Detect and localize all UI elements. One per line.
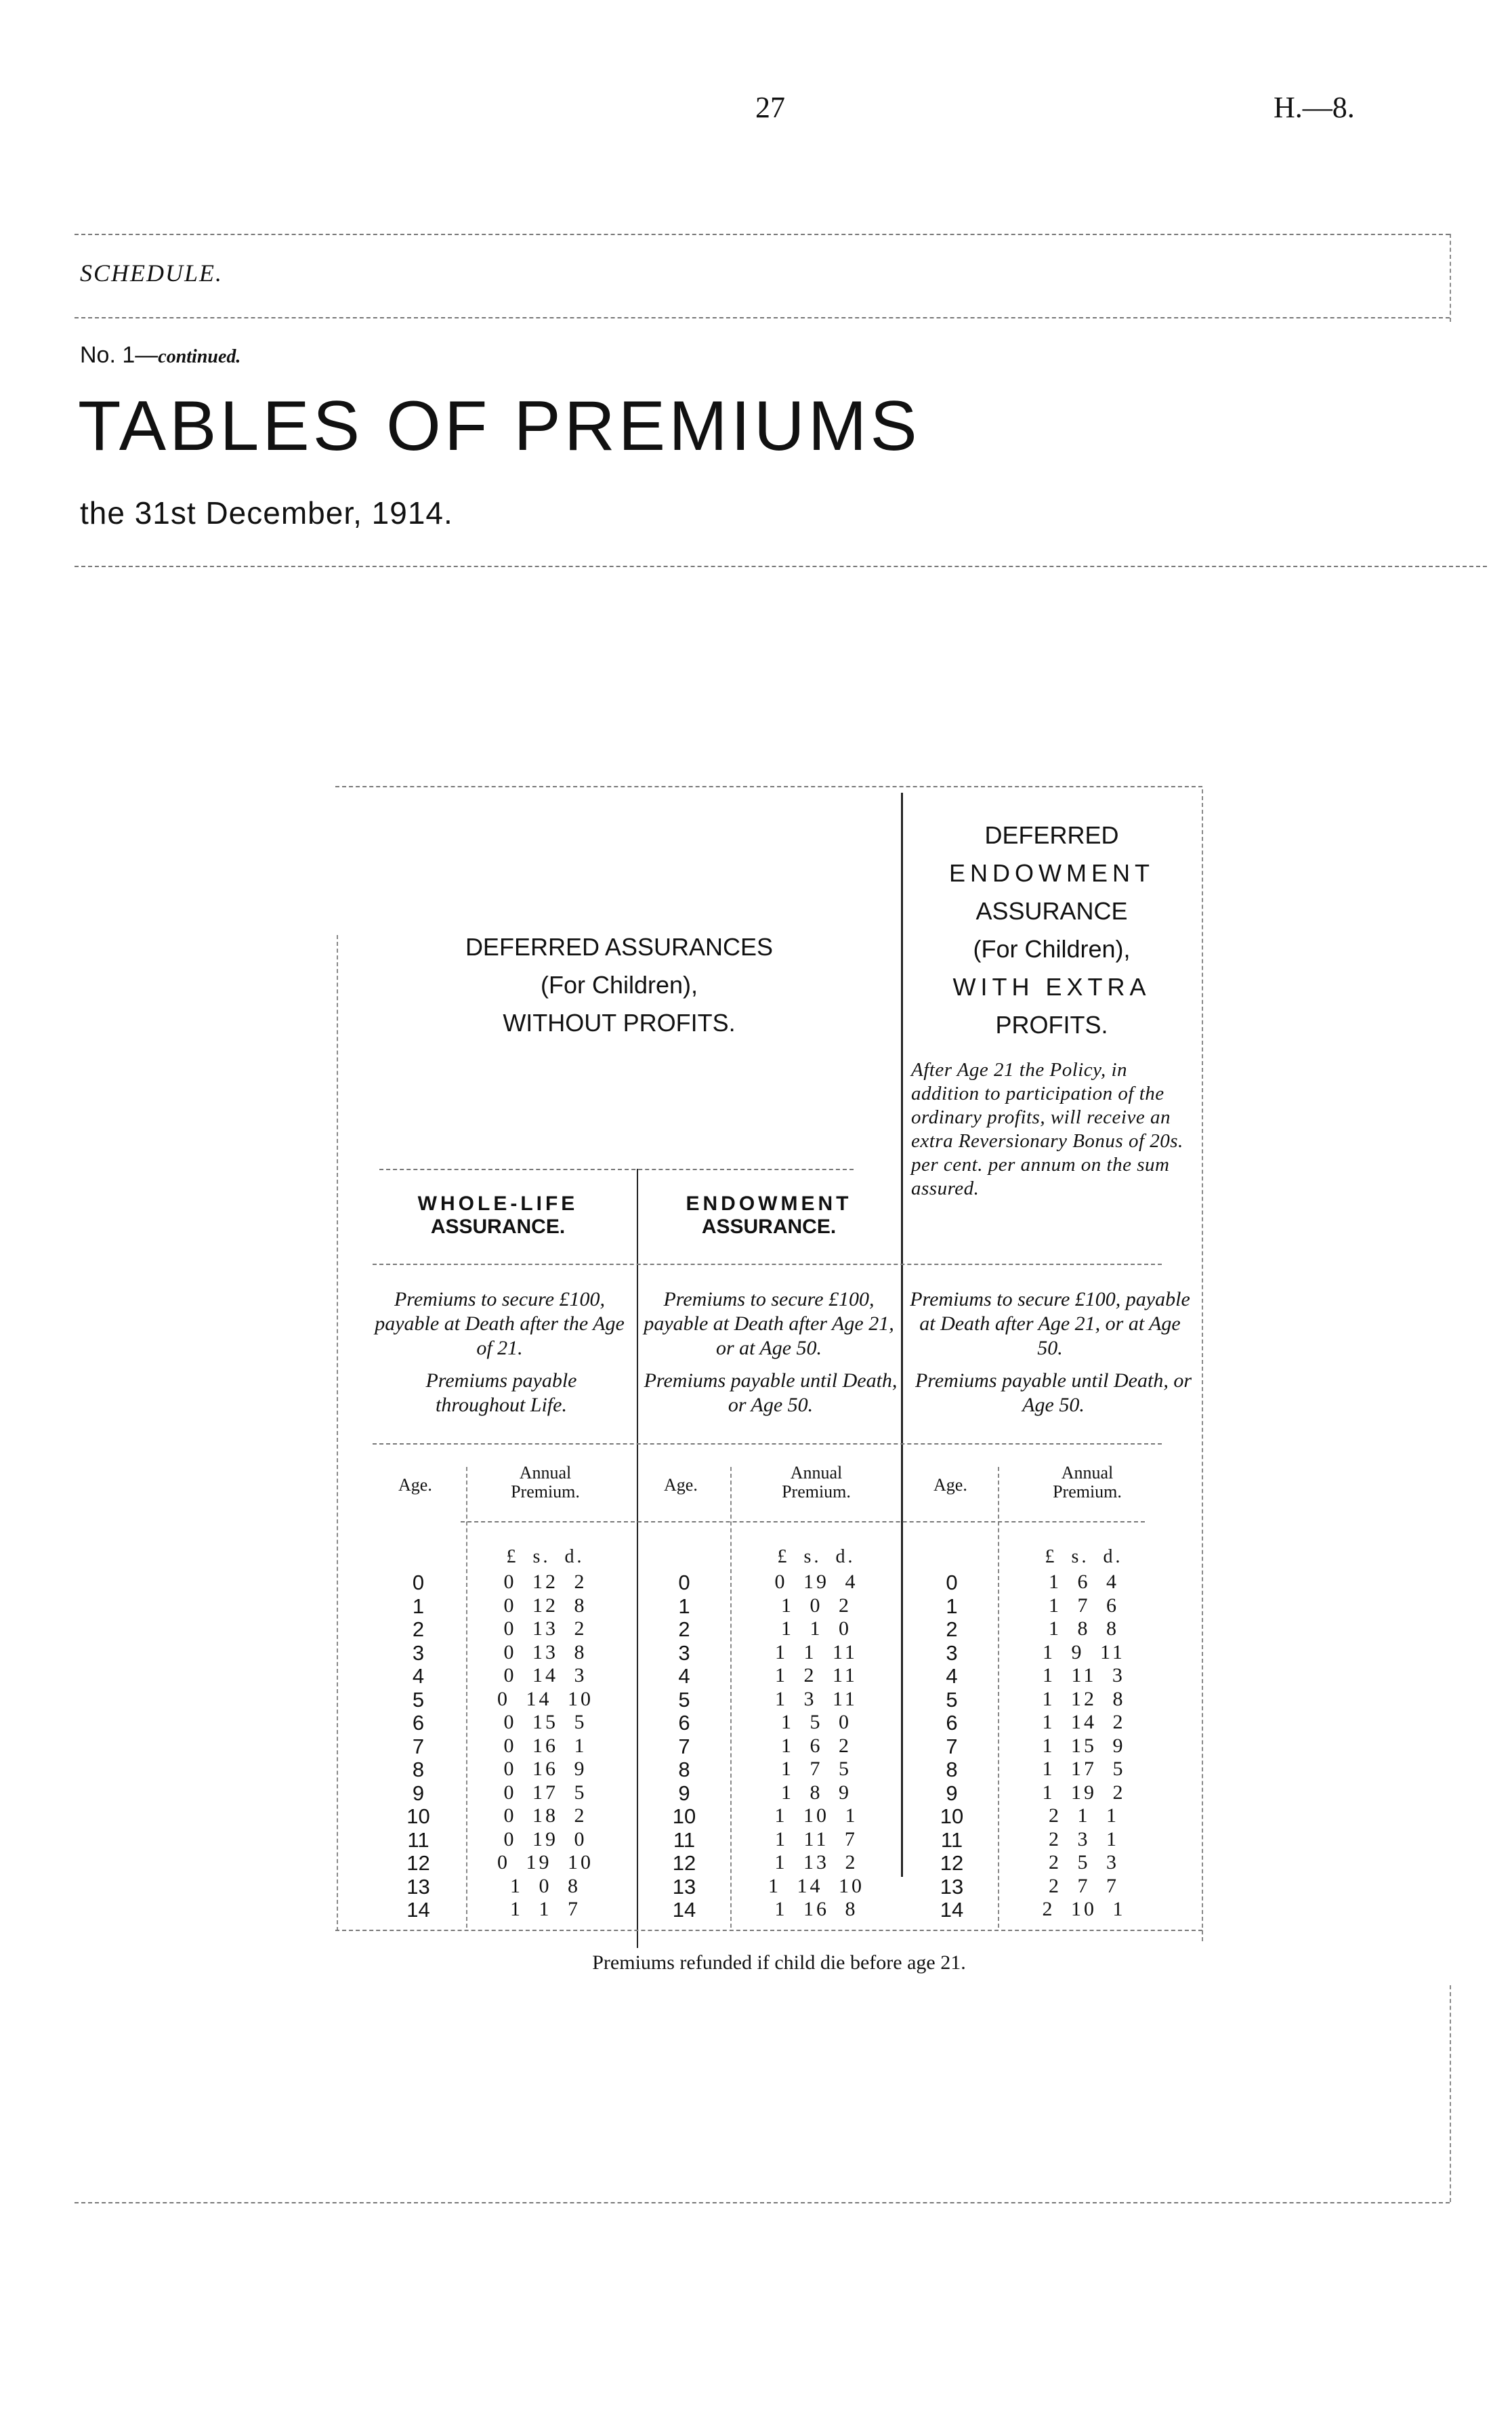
- rule-right-2: [1450, 1985, 1451, 2202]
- col2-age-cell: 12: [672, 1851, 696, 1875]
- col1-premium-cell: 0 15 5: [503, 1711, 587, 1733]
- group2-note: After Age 21 the Policy, in addition to participation of the ordinary profits, will receive an extra Reversionary Bonus of 20s. per cent. per annum on the sum assured.: [911, 1059, 1183, 1199]
- col1-premium-cell: 0 19 10: [497, 1851, 593, 1873]
- col2-premium-cell: 1 3 11: [775, 1688, 858, 1710]
- col1-age-cell: 12: [406, 1851, 430, 1875]
- rule-top: [75, 234, 1450, 235]
- col1-age-cell: 0: [412, 1571, 425, 1594]
- rule-under-schedule: [75, 317, 1450, 318]
- col2-premium-header-line1: Annual: [790, 1463, 843, 1483]
- col1-premium-cell: 0 16 1: [503, 1735, 587, 1757]
- rule-below-age-header: [461, 1521, 1145, 1522]
- col2-age-cell: 9: [678, 1781, 690, 1805]
- document-reference: H.—8.: [1274, 91, 1355, 124]
- col3-premium-cell: 1 9 11: [1043, 1641, 1125, 1663]
- group1-header-line1: DEFERRED ASSURANCES: [465, 933, 774, 961]
- col3-premium-cell: 2 5 3: [1049, 1851, 1119, 1873]
- col1-age-cell: 6: [412, 1711, 425, 1735]
- col1-age-cell: 7: [412, 1735, 425, 1758]
- col1-age-cell: 1: [412, 1594, 425, 1618]
- col3-age-cell: 2: [946, 1617, 958, 1641]
- group2-header-line4: (For Children),: [973, 935, 1131, 963]
- col3-age-cell: 8: [946, 1758, 958, 1781]
- group2-header-line5: WITH EXTRA: [952, 973, 1151, 1001]
- col2-title-line1: ENDOWMENT: [686, 1193, 852, 1215]
- col3-age-cell: 1: [946, 1594, 958, 1618]
- col3-age-cell: 14: [940, 1898, 964, 1922]
- col2-age-cell: 4: [678, 1664, 690, 1688]
- col1-age-cell: 5: [412, 1688, 425, 1712]
- col1-age-cell: 8: [412, 1758, 425, 1781]
- col3-age-cell: 11: [940, 1828, 963, 1852]
- age-divider-1: [466, 1467, 467, 1928]
- col3-age-cell: 12: [940, 1851, 964, 1875]
- col1-premium-cell: 0 12 2: [503, 1571, 587, 1593]
- col2-premium-header-line2: Premium.: [782, 1482, 851, 1501]
- col1-age-cell: 3: [412, 1641, 425, 1665]
- group1-header-line3: WITHOUT PROFITS.: [503, 1009, 736, 1037]
- col1-premium-cell: 0 14 10: [497, 1688, 593, 1710]
- col1-title: [366, 1193, 630, 1239]
- col2-age-cell: 10: [672, 1804, 696, 1828]
- col3-premium-header-line1: Annual: [1061, 1463, 1114, 1483]
- col1-premium-cell: 1 1 7: [510, 1898, 581, 1920]
- col2-age-header: Age.: [664, 1475, 698, 1495]
- col1-title-line2: ASSURANCE.: [430, 1216, 566, 1238]
- col2-age-cell: 14: [672, 1898, 696, 1922]
- col2-premium-header: [738, 1464, 894, 1501]
- col3-premium-cell: 1 6 4: [1049, 1571, 1119, 1593]
- group1-header: [339, 928, 900, 1042]
- col1-premium-cell: 1 0 8: [510, 1875, 581, 1897]
- schedule-number: [80, 342, 240, 369]
- col2-premium-cell: 1 8 9: [781, 1781, 852, 1804]
- col3-premium-cell: 1 11 3: [1043, 1664, 1125, 1686]
- col3-premium-cell: 1 12 8: [1042, 1688, 1126, 1710]
- col1-premium-cell: 0 19 0: [503, 1828, 587, 1850]
- col2-age-cell: 0: [678, 1571, 690, 1594]
- col1-title-line1: WHOLE-LIFE: [417, 1193, 579, 1215]
- col2-premium-cell: 1 2 11: [775, 1664, 858, 1686]
- table-bottom-rule: [335, 1930, 1202, 1931]
- col1-age-header: Age.: [398, 1475, 432, 1495]
- col1-age-cell: 4: [412, 1664, 425, 1688]
- col3-age-cell: 7: [946, 1735, 958, 1758]
- col3-premium-cell: 1 15 9: [1042, 1735, 1126, 1757]
- col3-premium-cell: 1 7 6: [1049, 1594, 1119, 1617]
- col2-premium-cell: 1 5 0: [781, 1711, 852, 1733]
- col3-premium-cell: 1 14 2: [1042, 1711, 1126, 1733]
- schedule-date: the 31st December, 1914.: [80, 495, 453, 531]
- schedule-number-prefix: No. 1—: [80, 342, 159, 368]
- col2-premium-cell: 1 6 2: [781, 1735, 852, 1757]
- col1-premium-cell: 0 16 9: [503, 1758, 587, 1780]
- col2-premium-cell: 1 11 7: [775, 1828, 858, 1850]
- col3-premium-header-line2: Premium.: [1053, 1482, 1122, 1501]
- schedule-number-continued: continued.: [158, 346, 241, 367]
- rule-right-1: [1450, 234, 1451, 322]
- col1-age-cell: 9: [412, 1781, 425, 1805]
- rule-above-age-header: [373, 1443, 1162, 1445]
- col3-premium-cell: 2 10 1: [1042, 1898, 1126, 1920]
- sub-divider-1: [637, 1169, 638, 1948]
- col1-premium-header: [478, 1464, 613, 1501]
- col3-age-cell: 3: [946, 1641, 958, 1665]
- group2-header-line2: ENDOWMENT: [949, 859, 1154, 887]
- col1-premium-header-line2: Premium.: [511, 1482, 580, 1501]
- col2-premium-cell: 1 7 5: [781, 1758, 852, 1780]
- age-divider-2: [730, 1467, 732, 1928]
- table-top-rule: [335, 786, 1202, 787]
- col3-premium-cell: 1 19 2: [1042, 1781, 1126, 1804]
- group2-header-line3: ASSURANCE: [975, 897, 1128, 925]
- col3-terms: Premiums to secure £100, payable at Death after Age 21, or at Age 50.: [910, 1288, 1190, 1359]
- col1-premium-cell: 0 12 8: [503, 1594, 587, 1617]
- col3-premium-header: [1016, 1464, 1158, 1501]
- table-divider-main: [901, 793, 903, 1877]
- page-title: TABLES OF PREMIUMS: [78, 387, 921, 465]
- col1-age-cell: 2: [412, 1617, 425, 1641]
- col2-payable: Premiums payable until Death, or Age 50.: [644, 1369, 898, 1416]
- col1-age-cell: 11: [407, 1828, 429, 1852]
- col3-age-cell: 5: [946, 1688, 958, 1712]
- col3-premium-cell: 2 7 7: [1049, 1875, 1119, 1897]
- col2-age-cell: 5: [678, 1688, 690, 1712]
- col2-age-cell: 7: [678, 1735, 690, 1758]
- col1-premium-header-line1: Annual: [519, 1463, 572, 1483]
- col2-premium-cell: 1 1 0: [781, 1617, 852, 1640]
- col2-age-cell: 13: [672, 1875, 696, 1899]
- col1-premium-cell: 0 18 2: [503, 1804, 587, 1827]
- group2-header: [904, 816, 1199, 1044]
- col3-age-cell: 10: [940, 1804, 964, 1828]
- col1-premium-cell: 0 17 5: [503, 1781, 587, 1804]
- rule-bottom: [75, 2202, 1450, 2203]
- table-right-edge: [1202, 789, 1203, 1941]
- col2-title-line2: ASSURANCE.: [701, 1216, 837, 1238]
- rule-group1-sub: [379, 1169, 854, 1170]
- col2-age-cell: 2: [678, 1617, 690, 1641]
- col2-age-cell: 6: [678, 1711, 690, 1735]
- col3-premium-cell: 2 3 1: [1049, 1828, 1119, 1850]
- col3-age-cell: 6: [946, 1711, 958, 1735]
- col2-premium-cell: 1 0 2: [781, 1594, 852, 1617]
- col3-payable: Premiums payable until Death, or Age 50.: [915, 1369, 1192, 1416]
- col3-age-cell: 4: [946, 1664, 958, 1688]
- col1-units: £ s. d.: [506, 1546, 585, 1567]
- col1-premium-cell: 0 13 8: [503, 1641, 587, 1663]
- rule-under-title: [75, 566, 1487, 567]
- col3-age-header: Age.: [933, 1475, 967, 1495]
- rule-above-terms: [373, 1264, 1162, 1265]
- col3-premium-cell: 1 17 5: [1042, 1758, 1126, 1780]
- col2-age-cell: 3: [678, 1641, 690, 1665]
- col3-premium-cell: 1 8 8: [1049, 1617, 1119, 1640]
- col2-premium-cell: 1 10 1: [774, 1804, 858, 1827]
- group2-header-line6: PROFITS.: [995, 1011, 1108, 1039]
- col2-premium-cell: 1 13 2: [774, 1851, 858, 1873]
- page-number: 27: [755, 91, 785, 124]
- col1-terms: Premiums to secure £100, payable at Death after the Age of 21.: [375, 1288, 625, 1359]
- col2-age-cell: 1: [678, 1594, 690, 1618]
- col2-premium-cell: 1 14 10: [768, 1875, 864, 1897]
- col3-units: £ s. d.: [1045, 1546, 1123, 1567]
- col3-age-cell: 9: [946, 1781, 958, 1805]
- footnote: Premiums refunded if child die before age 21.: [592, 1951, 966, 1974]
- col2-premium-cell: 1 1 11: [775, 1641, 858, 1663]
- col2-title: [640, 1193, 898, 1239]
- table-left-edge: [337, 935, 338, 1931]
- group2-header-line1: DEFERRED: [984, 821, 1119, 849]
- schedule-label: SCHEDULE.: [80, 260, 224, 287]
- col1-age-cell: 10: [406, 1804, 430, 1828]
- col2-units: £ s. d.: [777, 1546, 856, 1567]
- col2-terms: Premiums to secure £100, payable at Death after Age 21, or at Age 50.: [644, 1288, 894, 1359]
- col2-age-cell: 11: [673, 1828, 696, 1852]
- col3-age-cell: 13: [940, 1875, 964, 1899]
- col2-premium-cell: 1 16 8: [774, 1898, 858, 1920]
- col3-premium-cell: 2 1 1: [1049, 1804, 1119, 1827]
- col1-payable: Premiums payable throughout Life.: [425, 1369, 577, 1416]
- col2-premium-cell: 0 19 4: [774, 1571, 858, 1593]
- col1-premium-cell: 0 13 2: [503, 1617, 587, 1640]
- col2-age-cell: 8: [678, 1758, 690, 1781]
- col1-age-cell: 13: [406, 1875, 430, 1899]
- col1-premium-cell: 0 14 3: [503, 1664, 587, 1686]
- col1-age-cell: 14: [406, 1898, 430, 1922]
- group1-header-line2: (For Children),: [540, 971, 698, 999]
- col3-age-cell: 0: [946, 1571, 958, 1594]
- age-divider-3: [998, 1467, 999, 1928]
